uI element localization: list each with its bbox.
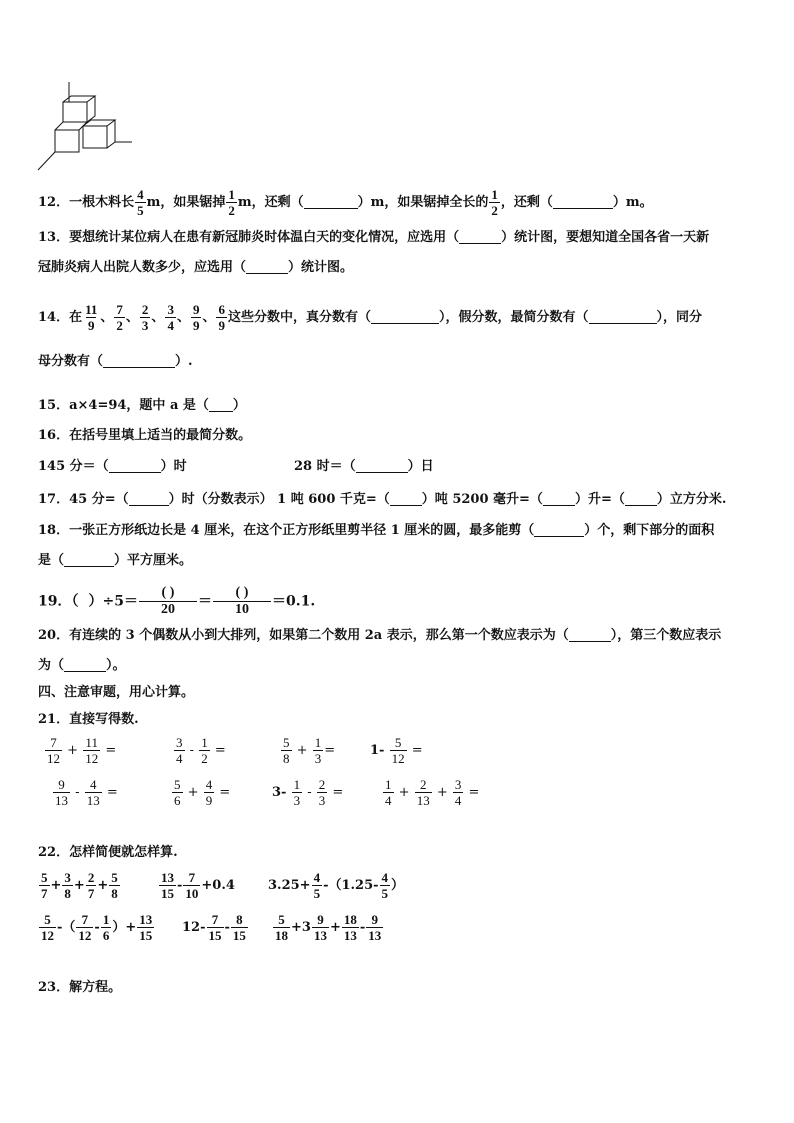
question-18: 18．一张正方形纸边长是 4 厘米，在这个正方形纸里剪半径 1 厘米的圆，最多能剪（ ）个，剩下部分的面积	[38, 523, 715, 538]
section-heading: 四、注意审题，用心计算。	[38, 685, 195, 700]
answer-blank[interactable]	[371, 310, 439, 324]
q22-expr-1: $\frac{5}{7}$ + $\frac{3}{8}$ + $\frac{2}{7}$ + $\frac{5}{8}$	[41, 870, 118, 901]
answer-blank[interactable]	[64, 658, 106, 672]
question-22-title: 22．怎样简便就怎样算.	[38, 845, 178, 860]
question-21-title: 21．直接写得数.	[38, 712, 139, 727]
q12-fraction-1: $\frac{4}{5}$	[137, 187, 144, 218]
question-14: 14．在 $\frac{11}{9}$ 、 $\frac{7}{2}$ 、 $\frac{2}{3}$ 、 $\frac{3}{4}$ 、 $\frac{9}{9}$ 、 $\frac{6}{9}$ 这些分数中，真分数有（ ），假分数，最简分数有（ ），同分	[38, 302, 703, 333]
cube-stack-figure	[36, 82, 136, 174]
q21-item-6: $\frac{5}{6}$ + $\frac{4}{9}$ =	[174, 777, 231, 808]
q22-expr-3: 3.25+ $\frac{4}{5}$ -（1.25- $\frac{4}{5}$ ）	[268, 870, 405, 901]
question-15: 15．a×4=94，题中 a 是（ ）	[38, 398, 246, 413]
q22-expr-2: $\frac{13}{15}$ - $\frac{7}{10}$ +0.4	[161, 870, 235, 901]
question-19: 19．（ ）÷5＝ $\frac{( )}{20}$ ＝ $\frac{( )}{10}$ ＝0.1.	[38, 585, 316, 617]
q21-item-4: 1- $\frac{5}{12}$ =	[370, 735, 423, 766]
answer-blank[interactable]	[209, 398, 233, 412]
q22-expr-6: $\frac{5}{18}$ +3 $\frac{9}{13}$ + $\frac{18}{13}$ - $\frac{9}{13}$	[275, 912, 382, 943]
question-23-title: 23．解方程。	[38, 980, 122, 995]
answer-blank[interactable]	[569, 628, 611, 642]
q21-item-7: 3- $\frac{1}{3}$ - $\frac{2}{3}$ =	[272, 777, 344, 808]
q21-item-5: $\frac{9}{13}$ - $\frac{4}{13}$ =	[55, 777, 118, 808]
answer-blank[interactable]	[534, 523, 584, 537]
q12-number: 12．	[38, 195, 70, 210]
answer-blank[interactable]	[356, 459, 408, 473]
q22-expr-5: 12- $\frac{7}{15}$ - $\frac{8}{15}$	[182, 912, 246, 943]
question-14-line-2: 母分数有（ ）.	[38, 354, 193, 369]
question-20-line-2: 为（ ）。	[38, 658, 126, 673]
answer-blank[interactable]	[246, 260, 288, 274]
answer-blank[interactable]	[103, 354, 175, 368]
question-20: 20．有连续的 3 个偶数从小到大排列，如果第二个数用 2a 表示，那么第一个数应表示为（ ），第三个数应表示	[38, 628, 722, 643]
answer-blank[interactable]	[390, 492, 422, 506]
question-16-part-a: 145 分＝（ ）时	[38, 459, 187, 474]
question-13: 13．要想统计某位病人在患有新冠肺炎时体温白天的变化情况，应选用（ ）统计图，要想知道全国各省一天新	[38, 230, 710, 245]
question-16-part-b: 28 时＝（ ）日	[294, 459, 434, 474]
question-13-line-2: 冠肺炎病人出院人数多少，应选用（ ）统计图。	[38, 260, 354, 275]
q22-expr-4: $\frac{5}{12}$ -（ $\frac{7}{12}$ - $\frac{1}{6}$ ）+ $\frac{13}{15}$	[41, 912, 153, 943]
q21-item-3: $\frac{5}{8}$ + $\frac{1}{3}$ =	[283, 735, 336, 766]
q12-fraction-2: $\frac{1}{2}$	[228, 187, 235, 218]
question-18-line-2: 是（ ）平方厘米。	[38, 553, 193, 568]
q12-fraction-3: $\frac{1}{2}$	[491, 187, 498, 218]
question-12: 12．一根木料长 $\frac{4}{5}$ m，如果锯掉 $\frac{1}{2}$ m，还剩（ ）m，如果锯掉全长的 $\frac{1}{2}$ ，还剩（ ）m。	[38, 187, 653, 218]
answer-blank[interactable]	[64, 553, 114, 567]
question-17: 17．45 分=（ ）时（分数表示） 1 吨 600 千克=（ ）吨 5200 毫升=（ ）升=（ ）立方分米.	[38, 492, 727, 507]
q21-item-1: $\frac{7}{12}$ + $\frac{11}{12}$ =	[47, 735, 117, 766]
answer-blank[interactable]	[129, 492, 169, 506]
answer-blank[interactable]	[589, 310, 657, 324]
q21-item-2: $\frac{3}{4}$ - $\frac{1}{2}$ =	[176, 735, 226, 766]
answer-blank[interactable]	[109, 459, 161, 473]
q21-item-8: $\frac{1}{4}$ + $\frac{2}{13}$ + $\frac{3}{4}$ =	[385, 777, 480, 808]
answer-blank[interactable]	[304, 195, 358, 209]
answer-blank[interactable]	[543, 492, 575, 506]
answer-blank[interactable]	[625, 492, 657, 506]
answer-blank[interactable]	[459, 230, 501, 244]
q12-text: 一根木料长	[69, 195, 135, 210]
answer-blank[interactable]	[553, 195, 613, 209]
question-16: 16．在括号里填上适当的最简分数。	[38, 428, 252, 443]
